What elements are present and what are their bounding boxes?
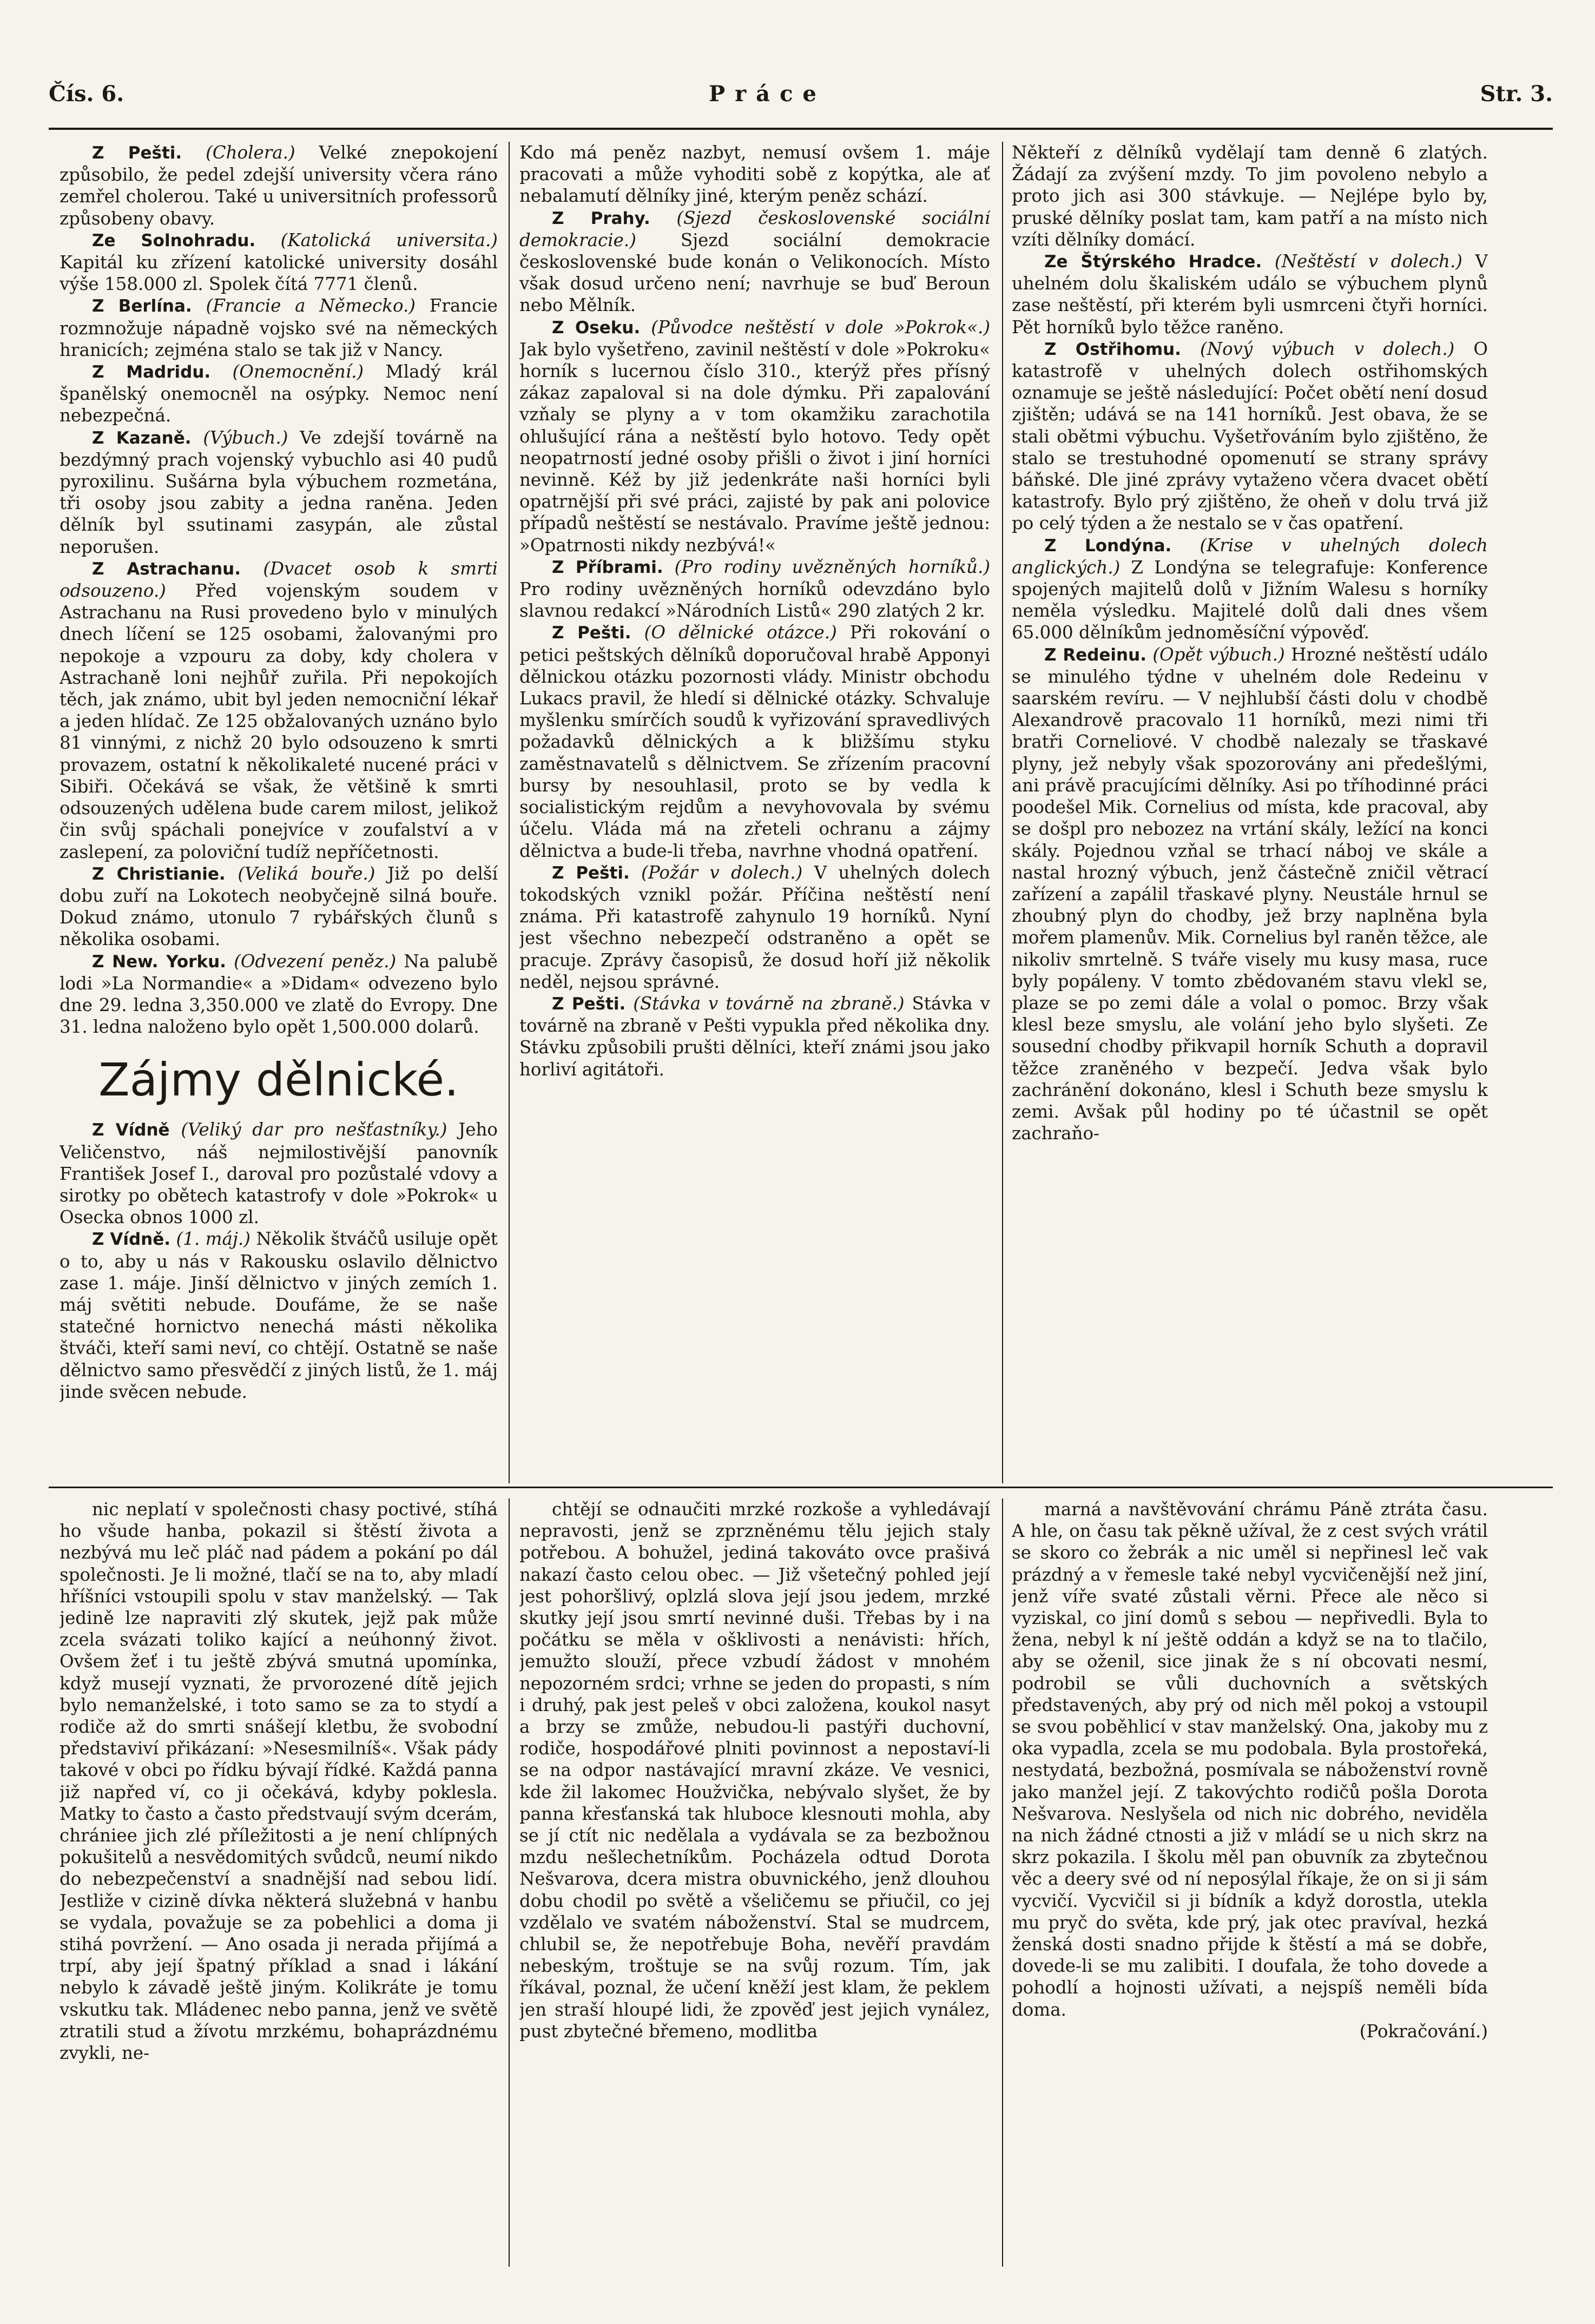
item-text: Z Londýna se telegrafuje: Konference spojených majitelů dolů v Jižním Walesu s horníky neměla výsledku. Majitelé dolů dali dnes všem 65.000 dělníkům jednoměsíční výpověď. bbox=[1012, 557, 1488, 643]
feuilleton-column-2 bbox=[519, 1498, 990, 2267]
dateline: Z Vídně bbox=[92, 1120, 170, 1140]
topic: (Katolická universita.) bbox=[280, 229, 498, 250]
item-text: Hrozné neštěstí událo se minulého týdne v uhelném dole Redeinu v saarském revíru. — V nejhlubší části dolu v chodbě Alexandrově pracovalo 11 horníků, mezi nimi tři bratři Corneliové. V chodbě nalezaly se třaskavé plyny, jež nebyly však spozorovány ani předešlými, ani právě pracujícími dělníky. Asi po tříhodinné práci poodešel Mik. Cornelius od místa, kde pracoval, aby se došpl pro nebozez na vrtání skály, ležící na konci skály. Pojednou vzňal se trhací náboj ve skále a nastal hrozný výbuch, jenž částečně zničil větrací zařízení a zapálil třaskavé plyny. Neustále hrnul se zhoubný plyn do chodby, jež brzy naplněna byla mořem plamenův. Mik. Cornelius byl raněn těžce, ale nikoliv smrtelně. S tváře visely mu kusy masa, ruce byly popáleny. V tomto zbědovaném stavu vlekl se, plaze se po zemi dále a volal o pomoc. Brzy však klesl beze smyslu, ale volání jeho bylo slyšeti. Ze sousední chodby přikvapil horník Schuth a dopravil těžce zraněného v bezpečí. Jedva však bylo zachránění dokonáno, klesl i Schuth beze smyslu k zemi. Avšak půl hodiny po té účastnil se opět zachraňo- bbox=[1012, 644, 1488, 1144]
page-number: Str. 3. bbox=[1480, 81, 1553, 107]
topic: (Odvezení peněz.) bbox=[234, 950, 397, 972]
item-text: Kdo má peněz nazbyt, nemusí ovšem 1. máje pracovati a může vyhoditi sobě z kopýtka, ale ať nebalamutí dělníky jiné, kterým peněz schází. bbox=[519, 142, 990, 207]
dateline: Z Prahy. bbox=[552, 208, 650, 228]
item-text: Několik štváčů usiluje opět o to, aby u nás v Rakousku oslavilo dělnictvo zase 1. máje. Jinší dělnictvo v jiných zemích 1. máj světiti nebude. Doufáme, že se naše statečné hornictvo nenechá másti několika štváči, kteří sami neví, co chtějí. Ostatně se naše dělnictvo samo přesvědčí z jiných listů, že 1. máj jinde svěcen nebude. bbox=[60, 1229, 498, 1402]
column-2 bbox=[519, 142, 990, 1473]
news-item bbox=[1012, 644, 1488, 1145]
header-rule bbox=[49, 128, 1553, 130]
news-item bbox=[60, 229, 498, 295]
dateline: Z Pešti. bbox=[552, 863, 630, 883]
news-item bbox=[519, 142, 990, 207]
dateline: Z Pešti. bbox=[552, 994, 626, 1014]
dateline: Ze Štýrského Hradce. bbox=[1044, 252, 1262, 272]
issue-number: Čís. 6. bbox=[49, 81, 124, 107]
topic: (Požár v dolech.) bbox=[641, 862, 803, 883]
column-divider bbox=[1002, 142, 1003, 1483]
dateline: Z Londýna. bbox=[1044, 536, 1172, 556]
news-item bbox=[1012, 534, 1488, 644]
news-item bbox=[1012, 142, 1488, 250]
dateline: Z Příbrami. bbox=[552, 557, 663, 577]
feuilleton-text: chtějí se odnaučiti mrzké rozkoše a vyhledávají nepravosti, jenž se zprzněnému tělu jejich staly potřebou. A bohužel, jediná takováto ovce prašivá nakazí často celou obec. — Již všetečný pohled její jest pohoršlivý, oplzlá slova její jsou jedem, mrzké skutky její jsou smrtí nevinné duši. Třebas by i na počátku se měla v ošklivosti a nenávisti: hřích, jemužto slouží, přece vzbudí žádost v mnohém nepozorném srdci; vrhne se jeden do propasti, s ním i druhý, pak jest peleš v obci založena, koukol nasyt a brzy se zmůže, nebudou-li pastýři duchovní, rodiče, hospodářové plniti povinnost a nepostaví-li se na odpor nastávající mravní zkáze. Ve vesnici, kde žil lakomec Houžvička, nebývalo slyšet, že by panna křesťanská tak hluboce klesnouti mohla, aby se jí ctít nic nedělala a vydávala se za bezbožnou mzdu nešlechetníkům. Pocházela odtud Dorota Nešvarova, dcera mistra obuvnického, jenž dlouhou dobu chodil po světě a všeličemu se přiučil, co jej vzdělalo ve svatém náboženství. Stal se mudrcem, chlubil se, že nepotřebuje Boha, nevěří pravdám nebeským, troštuje se na svůj rozum. Tím, jak říkával, poznal, že učení kněží jest klam, že peklem jen straší hloupé lidi, že zpověď jest jejich vynález, pust zbytečné břemeno, modlitba bbox=[519, 1499, 990, 2042]
dateline: Z Christianie. bbox=[92, 864, 226, 884]
topic: (Sjezd československé sociální demokracie.) bbox=[519, 207, 990, 250]
topic: (Nový výbuch v dolech.) bbox=[1199, 338, 1455, 359]
topic: (Stávka v továrně na zbraně.) bbox=[633, 993, 905, 1014]
news-item bbox=[60, 863, 498, 950]
item-text: Pro rodiny uvězněných horníků odevzdáno bylo slavnou redakcí »Národních Listů« 290 zlatých 2 kr. bbox=[519, 579, 990, 622]
item-text: Francie rozmnožuje nápadně vojsko své na německých hranicích; zejména stalo se tak již v Nancy. bbox=[60, 295, 498, 360]
topic: (Onemocnění.) bbox=[232, 361, 364, 382]
dateline: Z Kazaně. bbox=[92, 428, 192, 448]
topic: (Dvacet osob k smrti odsouzeno.) bbox=[60, 558, 498, 602]
feuilleton-text: nic neplatí v společnosti chasy poctivé, stíhá ho všude hanba, pokazil si štěstí života a nezbývá mu leč pláč nad pádem a pokání po dál společnosti. Je li možné, tlačí se na to, aby mladí hříšníci vstoupili spolu v stav manželský. — Tak jedině lze napraviti zlý skutek, jejž pak může zcela svázati toliko kající a neúhonný život. Ovšem žeť i tu ještě zbývá smutná upomínka, když musejí vyznati, že prvorozené dítě jejich bylo nemanželské, i toto samo se za to stydí a rodiče až do smrti snášejí kletbu, že svobodní představiví přikázaní: »Nesesmilníš«. Však pády takové v obci po řídku bývají řídké. Každá panna již napřed ví, co ji očekává, kdyby poklesla. Matky to často a často předstvaují svým dcerám, chrániee jich zlé příležitosti a je není chlípných pokušitelů a nesvědomitých svůdců, neumí nikdo do nebezpečenství a snadnější nad sebou lidí. Jestliže v cizině dívka některá služebná v hanbu se vydala, považuje se za pobehlici a doma ji stihá povržení. — Ano osada ji nerada přijímá a trpí, aby její špatný příklad a snad i lákání nebylo k závadě ještě jiným. Kolikráte je tomu vskutku tak. Mládenec nebo panna, jenž ve světě ztratili stud a žívotu mrzkému, bohaprázdnému zvykli, ne- bbox=[60, 1499, 498, 2064]
news-item bbox=[60, 361, 498, 427]
newspaper-title: Práce bbox=[709, 81, 826, 107]
topic: (Veliká bouře.) bbox=[238, 863, 375, 884]
item-text: Při rokování o petici peštských dělníků doporučoval hrabě Apponyi dělnickou otázku pozornosti vlády. Ministr obchodu Lukacs pravil, že hledí si dělnické otázky. Schvaluje myšlenku smírčích soudů k vyřizování spravedlivých požadavků dělnických a k bližšímu styku zaměstnavatelů s dělnictvem. Se zřízením pracovní bursy by nesouhlasil, proto se by vedla k socialistickým rejdům a nevyhovovala by svému účelu. Vláda má na zřeteli ochranu a zájmy dělnictva a bude-li třeba, navrhne vhodná opatření. bbox=[519, 622, 990, 861]
item-text: Stávka v továrně na zbraně v Pešti vypukla před několika dny. Stávku způsobili prušti dělníci, kteří známi jsou jako horliví agitátoři. bbox=[519, 993, 990, 1080]
dateline: Z Pešti. bbox=[552, 623, 631, 643]
news-item bbox=[519, 556, 990, 622]
topic: (Pro rodiny uvězněných horníků.) bbox=[674, 556, 990, 577]
dateline: Z Pešti. bbox=[92, 143, 182, 163]
topic: (O dělnické otázce.) bbox=[644, 622, 837, 643]
topic: (Francie a Německo.) bbox=[206, 295, 416, 316]
news-item bbox=[60, 950, 498, 1038]
news-item bbox=[60, 1228, 498, 1403]
item-text: Velké znepokojení způsobilo, že pedel zdejší university včera ráno zemřel cholerou. Také u universitních professorů způsobeny obavy. bbox=[60, 142, 498, 229]
news-item bbox=[519, 862, 990, 993]
news-item bbox=[519, 622, 990, 861]
dateline: Z Astrachanu. bbox=[92, 559, 241, 579]
item-text: Již po delší dobu zuří na Lokotech neobyčejně silná bouře. Dokud známo, utonulo 7 rybářských člunů s několika osobami. bbox=[60, 863, 498, 950]
item-text: Sjezd sociální demokracie československé bude konán o Velikonocích. Místo však dosud určeno není; navrhuje se buď Beroun nebo Mělník. bbox=[519, 229, 990, 316]
news-item bbox=[1012, 338, 1488, 534]
column-divider bbox=[509, 1498, 510, 2267]
topic: (Cholera.) bbox=[206, 142, 295, 163]
dateline: Z Madridu. bbox=[92, 362, 211, 382]
news-item bbox=[60, 558, 498, 863]
feuilleton-column-3 bbox=[1012, 1498, 1488, 2267]
news-item bbox=[60, 427, 498, 558]
topic: (Krise v uhelných dolech anglických.) bbox=[1012, 534, 1488, 578]
item-text: Mladý král španělský onemocněl na osýpky. Nemoc není nebezpečná. bbox=[60, 361, 498, 426]
topic: (Veliký dar pro nešťastníky.) bbox=[181, 1119, 447, 1140]
dateline: Z Ostřihomu. bbox=[1044, 339, 1181, 359]
news-item bbox=[60, 142, 498, 229]
topic: (1. máj.) bbox=[176, 1229, 251, 1250]
news-item bbox=[1012, 250, 1488, 338]
item-text: V uhelných dolech tokodských vznikl požár. Příčina neštěstí není známa. Při katastrofě zahynulo 19 horníků. Nyní jest všechno nebezpečí odstraněno a opět se pracuje. Zprávy časopisů, že dosud hoří již několik neděl, nejsou správné. bbox=[519, 862, 990, 992]
item-text: Na palubě lodi »La Normandie« a »Didam« odvezeno bylo dne 29. ledna 3,350.000 ve zlatě do Evropy. Dne 31. ledna naloženo bylo opět 1,500.000 dolarů. bbox=[60, 950, 498, 1038]
news-item bbox=[60, 1119, 498, 1228]
item-text: Ve zdejší továrně na bezdýmný prach vojenský vybuchlo asi 40 pudů pyroxilinu. Sušárna byla výbuchem rozmetána, tři osoby jsou zabity a jedna raněna. Jeden dělník byl ssutinami zasypán, ale zůstal neporušen. bbox=[60, 427, 498, 557]
dateline: Z Redeinu. bbox=[1044, 645, 1146, 665]
topic: (Opět výbuch.) bbox=[1152, 644, 1285, 665]
feuilleton-text: marná a navštěvování chrámu Páně ztráta času. A hle, on času tak pěkně užíval, že z cest svých vrátil se skoro co žebrák a nic uměl si nepřinesl leč vak prázdný a v řemesle také nebyl vycvičenější než jiní, jenž víře svaté zůstali věrni. Přece ale něco si vyziskal, co jiní domů s sebou — nepřivedli. Byla to žena, nebyl k ní ještě oddán a když se na to tlačilo, aby se oženil, sice jinak že s ní obcovati nesmí, podrobil se vůli duchovních a světských představených, aby prý od nich měl pokoj a vstoupil se svou poběhlicí v stav manželský. Ona, jakoby mu z oka vypadla, zcela se mu podobala. Byla prostořeká, nestydatá, bezbožná, posmívala se náboženství rovně jako manžel její. Z takovýchto rodičů pošla Dorota Nešvarova. Neslyšela od nich nic dobrého, neviděla na nich žádné ctnosti a již v mládí se u nich skrz na skrz pokazila. I školu měl pan obuvník za zbytečnou věc a deery své od ní neposýlal říkaje, že on si ji sám vycvičí. Vycvičil si ji bídník a když dorostla, utekla mu pryč do světa, kde prý, jak otec pravíval, hezká ženská dosti snadno přijde k štěstí a má se dobře, dovede-li se mu zalibiti. I doufala, že toho dovede a pohodlí a hojnosti užívati, a nejspíš neměli bída doma. bbox=[1012, 1499, 1488, 2020]
news-item bbox=[519, 207, 990, 316]
dateline: Z New. Yorku. bbox=[92, 952, 226, 972]
news-item bbox=[519, 993, 990, 1080]
continued-note: (Pokračování.) bbox=[1359, 2021, 1488, 2042]
section-title: Zájmy dělnické. bbox=[98, 1053, 459, 1107]
news-item bbox=[519, 316, 990, 556]
dateline: Ze Solnohradu. bbox=[92, 230, 256, 250]
item-text: Kapitál ku zřízení katolické university dosáhl výše 158.000 zl. Spolek čítá 7771 členů. bbox=[60, 252, 498, 295]
news-item bbox=[60, 295, 498, 361]
topic: (Výbuch.) bbox=[203, 427, 288, 448]
column-3 bbox=[1012, 142, 1488, 1473]
feuilleton-rule bbox=[49, 1487, 1553, 1488]
item-text: Jak bylo vyšetřeno, zavinil neštěstí v dole »Pokroku« horník s lucernou číslo 310., kterýž přes přísný zákaz zapaloval si na dole dýmku. Při zapalování vzňaly se plyny a v tom okamžiku zarachotila ohlušující rána a neštěstí bylo hotovo. Tedy opět neopatrností jedné osoby přišli o život i jiní horníci nevinně. Kéž by již jedenkráte naši horníci byli opatrnější při své práci, zajisté by pak ani polovice případů neštěstí se nestávalo. Pravíme ještě jednou: »Opatrnosti nikdy nezbývá!« bbox=[519, 339, 990, 556]
topic: (Původce neštěstí v dole »Pokrok«.) bbox=[651, 316, 990, 338]
page-header bbox=[49, 81, 1553, 130]
dateline: Z Vídně. bbox=[92, 1230, 171, 1250]
column-divider bbox=[509, 142, 510, 1483]
topic: (Neštěstí v dolech.) bbox=[1274, 251, 1462, 272]
dateline: Z Oseku. bbox=[552, 318, 641, 338]
item-text: Před vojenským soudem v Astrachanu na Rusi provedeno bylo v minulých dnech líčení se 125 osobami, žalovanými pro nepokoje a vzpouru za doby, kdy cholera v Astrachaně loni nejhůř zuřila. Při nepokojích těch, jak známo, ubit byl jeden nemocniční lékař a jeden hlídač. Ze 125 obžalovaných uznáno bylo 81 vinnými, z nichž 20 bylo odsouzeno k smrti provazem, ostatní k několikaleté nucené práci v Sibiři. Očekává se však, že většině k smrti odsouzených udělena bude carem milost, jelikož čin svůj spáchali ponejvíce v zoufalství a v zaslepení, za poloviční tudíž nepříčetnosti. bbox=[60, 580, 498, 862]
item-text: Někteří z dělníků vydělají tam denně 6 zlatých. Žádají za zvýšení mzdy. To jim povoleno nebylo a proto jich asi 300 stávkuje. — Nejlépe bylo by, pruské dělníky poslat tam, kam patří a na místo nich vzíti dělníky domácí. bbox=[1012, 142, 1488, 250]
column-divider bbox=[1002, 1498, 1003, 2267]
item-text: O katastrofě v uhelných dolech ostřihomských oznamuje se ještě následující: Počet obětí není dosud zjištěn; udává se na 141 horníků. Jest obava, že se stali obětmi výbuchu. Vyšetřováním bylo zjištěno, že stalo se trestuhodné opomenutí se strany správy báňské. Dle jiné zprávy vytaženo včera dvacet obětí katastrofy. Bylo prý zjištěno, že oheň v dolu trvá již po celý týden a že nestalo se v čas opatření. bbox=[1012, 338, 1488, 534]
item-text: V uhelném dolu škaliském událo se výbuchem plynů zase neštěstí, při kterém byli usmrceni čtyři horníci. Pět horníků bylo těžce raněno. bbox=[1012, 251, 1488, 338]
feuilleton-column-1 bbox=[60, 1498, 498, 2267]
dateline: Z Berlína. bbox=[92, 296, 192, 316]
item-text: Jeho Veličenstvo, náš nejmilostivější panovník František Josef I., daroval pro pozůstalé vdovy a sirotky po obětech katastrofy v dole »Pokrok« u Osecka obnos 1000 zl. bbox=[60, 1119, 498, 1228]
column-1 bbox=[60, 142, 498, 1473]
